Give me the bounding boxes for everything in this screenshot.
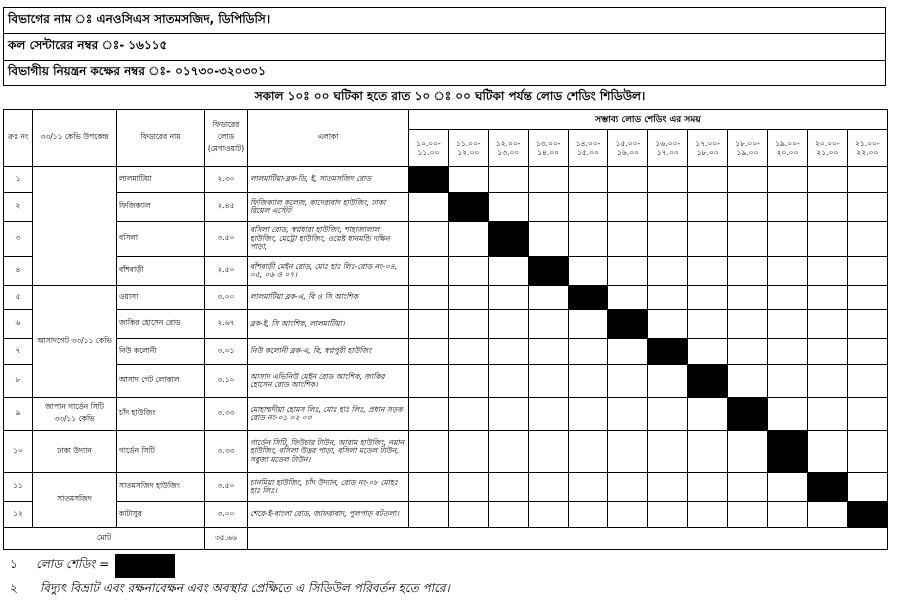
shed-slot-cell	[648, 398, 688, 431]
time-slot-end: ১১.০০	[417, 148, 440, 157]
feeder-name-cell: জাকির হোসেন রোড	[117, 310, 205, 339]
shed-slot-cell	[728, 473, 768, 502]
table-row	[4, 339, 888, 365]
shed-slot-cell	[448, 222, 488, 257]
shed-slot-cell	[568, 473, 608, 502]
shed-slot-cell	[688, 473, 728, 502]
feeder-load-cell: ২.৬৭	[205, 310, 248, 339]
shed-slot-cell	[488, 473, 528, 502]
area-cell: চানমিয়া হাউজিং, চাঁদ উদ্যান, রোড নং-০৮ মোহঃ হাঃ লিঃ।	[248, 473, 409, 502]
note-1	[10, 554, 175, 578]
time-slot-start: ১০.০০-	[416, 139, 441, 148]
col-serial: ক্রঃ নং	[4, 110, 33, 167]
shed-slot-cell	[568, 431, 608, 473]
feeder-name-cell: নিউ কলোনী	[117, 339, 205, 365]
shed-slot-cell	[807, 310, 847, 339]
feeder-name-cell: বসিলা	[117, 222, 205, 257]
shed-slot-cell	[807, 502, 847, 528]
shed-slot-cell	[847, 167, 887, 193]
shed-slot-cell	[528, 310, 568, 339]
shed-slot-cell	[768, 339, 808, 365]
feeder-name-cell: লালমাটিয়া	[117, 167, 205, 193]
serial-cell: ৬	[4, 310, 33, 339]
table-row	[4, 193, 888, 222]
shed-slot-cell	[688, 398, 728, 431]
substation-cell: আসাদগেট ৩৩/১১ কেভি	[33, 286, 117, 398]
shed-slot-cell	[847, 286, 887, 310]
shed-slot-cell	[648, 257, 688, 286]
table-row	[4, 473, 888, 502]
shed-slot-cell	[448, 310, 488, 339]
area-cell: লালমাটিয়া-ব্লক-ডি, ই, সাতমসজিদ রোড	[248, 167, 409, 193]
control-room-number: বিভাগীয় নিয়ন্ত্রন কক্ষের নম্বর ঃ- ০১৭৩০-৩২০৩০১	[3, 61, 886, 86]
shed-slot-cell	[608, 167, 648, 193]
shed-slot-cell	[768, 365, 808, 398]
shed-slot-cell	[568, 310, 608, 339]
note-text: লোড শেডিং =	[36, 557, 110, 571]
serial-cell: ১০	[4, 431, 33, 473]
time-slot-start: ১৯.০০-	[775, 139, 800, 148]
shed-slot-cell	[688, 193, 728, 222]
col-feeder: ফিডারের নাম	[117, 110, 205, 167]
time-slot-header	[688, 130, 728, 167]
shed-slot-cell	[728, 257, 768, 286]
feeder-load-cell: ২.৪৫	[205, 193, 248, 222]
shed-slot-cell	[488, 193, 528, 222]
time-slot-end: ১৮.০০	[696, 148, 719, 157]
shed-slot-cell	[409, 222, 449, 257]
shed-slot-cell	[608, 286, 648, 310]
area-cell: নিউ কলোনী ব্লক-এ, বি, স্বপ্নপুরী হাউজিং	[248, 339, 409, 365]
feeder-load-cell: ৩.৫০	[205, 473, 248, 502]
shed-slot-cell	[688, 167, 728, 193]
shed-slot-cell	[409, 193, 449, 222]
schedule-title: সকাল ১০ঃ ০০ ঘটিকা হতে রাত ১০ ঃ ০০ ঘটিকা পর্যন্ত লোড শেডিং শিডিউল।	[254, 89, 646, 103]
serial-cell: ৩	[4, 222, 33, 257]
shed-slot-cell	[608, 193, 648, 222]
area-cell: লালমাটিয়া ব্লক-এ, বি ও সি আংশিক	[248, 286, 409, 310]
table-row	[4, 310, 888, 339]
feeder-load-cell: ৩.৩৩	[205, 431, 248, 473]
shed-slot-cell	[568, 398, 608, 431]
shed-slot-cell	[448, 257, 488, 286]
shed-slot-cell	[728, 222, 768, 257]
time-slot-end: ১৩.০০	[497, 148, 520, 157]
shed-slot-cell	[768, 286, 808, 310]
area-cell: ব্লক-ই, সি আংশিক, লালমাটিয়া।	[248, 310, 409, 339]
time-slot-start: ১৬.০০-	[655, 139, 681, 148]
shed-slot-cell	[807, 222, 847, 257]
shed-slot-cell	[688, 339, 728, 365]
shed-slot-cell	[807, 257, 847, 286]
serial-cell: ২	[4, 193, 33, 222]
note-number: ১	[10, 557, 18, 571]
shed-slot-cell	[448, 339, 488, 365]
area-cell: ফিজিক্যাল কলেজ, কাদেরাবাদ হাউজিং, ঢাকা রিয়েল এস্টেট	[248, 193, 409, 222]
shed-slot-cell	[409, 431, 449, 473]
time-slot-start: ১৫.০০-	[615, 139, 641, 148]
feeder-name-cell: বাঁশবাড়ী	[117, 257, 205, 286]
substation-cell: সাতমসজিদ	[33, 473, 117, 528]
shed-slot-cell	[409, 310, 449, 339]
shed-slot-cell	[528, 431, 568, 473]
shed-slot-cell-active	[807, 473, 847, 502]
shed-slot-cell-active	[488, 222, 528, 257]
shed-slot-cell	[648, 193, 688, 222]
shed-slot-cell	[847, 310, 887, 339]
time-slot-start: ২১.০০-	[854, 139, 880, 148]
serial-cell: ৯	[4, 398, 33, 431]
shed-slot-cell	[409, 398, 449, 431]
time-slot-header	[568, 130, 608, 167]
shed-slot-cell	[688, 310, 728, 339]
shed-slot-cell-active	[448, 193, 488, 222]
shed-slot-cell	[409, 502, 449, 528]
shed-slot-cell	[409, 365, 449, 398]
table-row	[4, 365, 888, 398]
substation-cell	[33, 167, 117, 286]
col-schedule-group: সম্ভাব্য লোড শেডিং এর সময়	[409, 110, 888, 130]
time-slot-end: ১৫.০০	[577, 148, 599, 157]
shed-slot-cell-active	[568, 286, 608, 310]
time-slot-end: ১৪.০০	[537, 148, 560, 157]
time-slot-start: ১২.০০-	[495, 139, 521, 148]
shed-slot-cell	[568, 339, 608, 365]
shed-slot-cell	[648, 365, 688, 398]
shed-slot-cell	[568, 167, 608, 193]
shed-slot-cell	[528, 339, 568, 365]
shed-slot-cell	[648, 310, 688, 339]
feeder-name-cell: ওয়াসা	[117, 286, 205, 310]
shed-slot-cell	[768, 222, 808, 257]
shed-slot-cell	[409, 286, 449, 310]
shed-slot-cell	[528, 473, 568, 502]
col-area: এলাকা	[248, 110, 409, 167]
time-slot-end: ১২.০০	[457, 148, 480, 157]
shed-slot-cell	[768, 310, 808, 339]
shed-slot-cell	[448, 431, 488, 473]
shed-slot-cell	[488, 257, 528, 286]
feeder-load-cell: ৩.০১	[205, 339, 248, 365]
time-slot-start: ১৪.০০-	[575, 139, 601, 148]
total-label: মোট	[4, 528, 205, 550]
table-row	[4, 502, 888, 528]
shed-slot-cell	[768, 257, 808, 286]
serial-cell: ৭	[4, 339, 33, 365]
shed-slot-cell	[608, 365, 648, 398]
shed-slot-cell	[847, 473, 887, 502]
time-slot-end: ১৬.০০	[616, 148, 639, 157]
shed-slot-cell	[807, 193, 847, 222]
substation-cell: জাপান গার্ডেন সিটি ৩৩/১১ কেভি	[33, 398, 117, 431]
feeder-load-cell: ২.৩০	[205, 167, 248, 193]
shed-slot-cell	[648, 286, 688, 310]
time-slot-end: ২০.০০	[776, 148, 799, 157]
shed-slot-cell	[568, 365, 608, 398]
shed-slot-cell-active	[648, 339, 688, 365]
shed-slot-cell	[728, 502, 768, 528]
shed-slot-cell	[728, 339, 768, 365]
shed-slot-cell	[847, 222, 887, 257]
serial-cell: ৮	[4, 365, 33, 398]
time-slot-header	[807, 130, 847, 167]
time-slot-header	[608, 130, 648, 167]
shed-slot-cell	[768, 502, 808, 528]
shed-slot-cell	[528, 167, 568, 193]
shed-slot-cell	[488, 286, 528, 310]
shed-slot-cell	[728, 310, 768, 339]
shed-slot-cell	[608, 502, 648, 528]
time-slot-start: ১৮.০০-	[735, 139, 760, 148]
feeder-load-cell: ২.৫০	[205, 257, 248, 286]
feeder-name-cell: গার্ডেন সিটি	[117, 431, 205, 473]
shed-slot-cell	[488, 167, 528, 193]
area-cell: বসিলা রোড, স্বপ্নধারা হাউজিং, শাহাজালাল হাউজিং, মেট্রো হাউজিং, ওয়েষ্ট ধানমন্ডি দক্ষিন পাড়া,	[248, 222, 409, 257]
shed-slot-cell	[448, 502, 488, 528]
shed-slot-cell	[568, 502, 608, 528]
feeder-name-cell: কাটাসুর	[117, 502, 205, 528]
shed-slot-cell	[807, 398, 847, 431]
shed-slot-cell	[648, 167, 688, 193]
area-cell: মোহাম্মদীয়া হোমস লিঃ, মোঃ হাঃ লিঃ, প্রধান সড়ক রোড নং-০১ ০২ ০৩	[248, 398, 409, 431]
shed-slot-cell	[528, 398, 568, 431]
time-slot-header	[528, 130, 568, 167]
area-cell: আসাদ এভিনিউ মেইন রোড আংশিক, জাকির হোসেন রোড আংশিক।	[248, 365, 409, 398]
time-slot-header	[728, 130, 768, 167]
time-slot-start: ১১.০০-	[456, 139, 481, 148]
shed-slot-cell	[728, 365, 768, 398]
shed-slot-cell	[807, 365, 847, 398]
shed-slot-cell	[847, 257, 887, 286]
shed-slot-cell	[528, 193, 568, 222]
shed-slot-cell	[608, 398, 648, 431]
table-row	[4, 431, 888, 473]
shed-slot-cell	[728, 167, 768, 193]
shed-slot-cell	[409, 257, 449, 286]
shed-slot-cell	[409, 473, 449, 502]
serial-cell: ১১	[4, 473, 33, 502]
shed-slot-cell	[847, 193, 887, 222]
shed-slot-cell	[608, 222, 648, 257]
shed-slot-cell	[847, 431, 887, 473]
shed-slot-cell	[488, 398, 528, 431]
time-slot-header	[648, 130, 688, 167]
shed-slot-cell	[608, 473, 648, 502]
shed-slot-cell	[688, 222, 728, 257]
time-slot-header	[768, 130, 808, 167]
shed-slot-cell	[608, 431, 648, 473]
shed-slot-cell	[728, 431, 768, 473]
shed-slot-cell	[648, 502, 688, 528]
area-cell: বাঁশবাড়ী মেইন রোড, মোঃ হাঃ লিঃ-রোড নং-০৪, ০৫, ০৬ ও ০৭।	[248, 257, 409, 286]
shed-slot-cell	[488, 310, 528, 339]
shed-slot-cell	[847, 398, 887, 431]
shed-slot-cell	[528, 286, 568, 310]
shed-slot-cell-active	[847, 502, 887, 528]
shed-slot-cell	[528, 502, 568, 528]
serial-cell: ৪	[4, 257, 33, 286]
time-slot-header	[409, 130, 449, 167]
feeder-name-cell: আসাদ গেট লোকাল	[117, 365, 205, 398]
shed-slot-cell	[847, 365, 887, 398]
shed-slot-cell-active	[528, 257, 568, 286]
table-row	[4, 286, 888, 310]
time-slot-start: ২০.০০-	[815, 139, 840, 148]
total-filler	[248, 528, 888, 550]
shed-slot-cell	[488, 339, 528, 365]
shed-slot-cell	[807, 167, 847, 193]
shed-slot-cell	[768, 193, 808, 222]
shed-slot-cell	[728, 193, 768, 222]
time-slot-header	[488, 130, 528, 167]
area-cell: গার্ডেন সিটি, ফিউচার টাউন, আরাম হাউজিং, নয়ান হাউজিং, বসিলা উত্তর পাড়া, বসিলা মডেল টাউন, সবুজা মডেল টাউন।	[248, 431, 409, 473]
col-substation: ৩৩/১১ কেভি উপকেন্দ্র	[33, 110, 117, 167]
shed-slot-cell	[448, 286, 488, 310]
division-name: বিভাগের নাম ঃ এনওসিএস সাতমসজিদ, ডিপিডিসি।	[3, 7, 886, 34]
substation-cell: ঢাকা উদ্যান	[33, 431, 117, 473]
table-row	[4, 398, 888, 431]
shed-slot-cell	[768, 473, 808, 502]
feeder-load-cell: ৩.০০	[205, 502, 248, 528]
shed-slot-cell	[568, 257, 608, 286]
note-number: ২	[10, 581, 18, 595]
feeder-load-cell: ৩.১০	[205, 365, 248, 398]
shed-slot-cell	[768, 167, 808, 193]
time-slot-end: ২১.০০	[816, 148, 839, 157]
shed-slot-cell	[807, 286, 847, 310]
serial-cell: ৫	[4, 286, 33, 310]
serial-cell: ১২	[4, 502, 33, 528]
feeder-name-cell: চাঁদ হাউজিং	[117, 398, 205, 431]
shed-slot-cell	[608, 257, 648, 286]
note-text: বিদ্যুৎ বিভ্রাট এবং রক্ষনাবেক্ষন এবং অবস্থার প্রেক্ষিতে এ সিডিউল পরিবর্তন হতে পারে।	[39, 581, 450, 595]
shed-slot-cell	[488, 365, 528, 398]
shed-slot-cell	[648, 473, 688, 502]
table-row	[4, 167, 888, 193]
shed-slot-cell-active	[768, 431, 808, 473]
shed-slot-cell	[688, 257, 728, 286]
shed-slot-cell	[568, 222, 608, 257]
shed-slot-cell	[728, 286, 768, 310]
feeder-load-cell: ৩.৫০	[205, 222, 248, 257]
load-shedding-table	[3, 109, 888, 550]
shed-slot-cell	[568, 193, 608, 222]
shed-slot-cell	[688, 431, 728, 473]
time-slot-start: ১৩.০০-	[535, 139, 561, 148]
shed-slot-cell	[528, 222, 568, 257]
feeder-name-cell: ফিজিক্যাল	[117, 193, 205, 222]
shed-slot-cell-active	[608, 310, 648, 339]
shed-slot-cell	[648, 222, 688, 257]
shed-slot-cell	[807, 431, 847, 473]
serial-cell: ১	[4, 167, 33, 193]
shed-slot-cell	[847, 339, 887, 365]
table-row	[4, 222, 888, 257]
shed-slot-cell	[807, 339, 847, 365]
redacted-box	[115, 554, 175, 578]
shed-slot-cell-active	[728, 398, 768, 431]
call-center-number: কল সেন্টারের নম্বর ঃ- ১৬১১৫	[3, 34, 886, 61]
shed-slot-cell	[448, 398, 488, 431]
shed-slot-cell	[688, 286, 728, 310]
shed-slot-cell	[648, 431, 688, 473]
shed-slot-cell-active	[688, 365, 728, 398]
time-slot-end: ২২.০০	[856, 148, 879, 157]
shed-slot-cell	[448, 365, 488, 398]
shed-slot-cell	[448, 167, 488, 193]
feeder-load-cell: ৩.০০	[205, 286, 248, 310]
time-slot-end: ১৯.০০	[736, 148, 759, 157]
shed-slot-cell	[448, 473, 488, 502]
shed-slot-cell	[488, 502, 528, 528]
time-slot-header	[847, 130, 887, 167]
shed-slot-cell	[688, 502, 728, 528]
feeder-name-cell: সাতমসজিদ হাউজিং	[117, 473, 205, 502]
shed-slot-cell	[528, 365, 568, 398]
area-cell: শেরে-ই-বাংলা রোড, জাফরাবাদ, পুলপাড় বটতলা।	[248, 502, 409, 528]
shed-slot-cell	[608, 339, 648, 365]
shed-slot-cell-active	[409, 167, 449, 193]
shed-slot-cell	[768, 398, 808, 431]
feeder-load-cell: ৩.৩৩	[205, 398, 248, 431]
shed-slot-cell	[488, 431, 528, 473]
time-slot-end: ১৭.০০	[656, 148, 679, 157]
note-2	[10, 580, 450, 600]
shed-slot-cell	[409, 339, 449, 365]
time-slot-start: ১৭.০০-	[695, 139, 720, 148]
table-row	[4, 257, 888, 286]
col-load: ফিডারের লোড (মেগাওয়াট)	[205, 110, 248, 167]
time-slot-header	[448, 130, 488, 167]
total-value: ৩৫.৬৬	[205, 528, 248, 550]
